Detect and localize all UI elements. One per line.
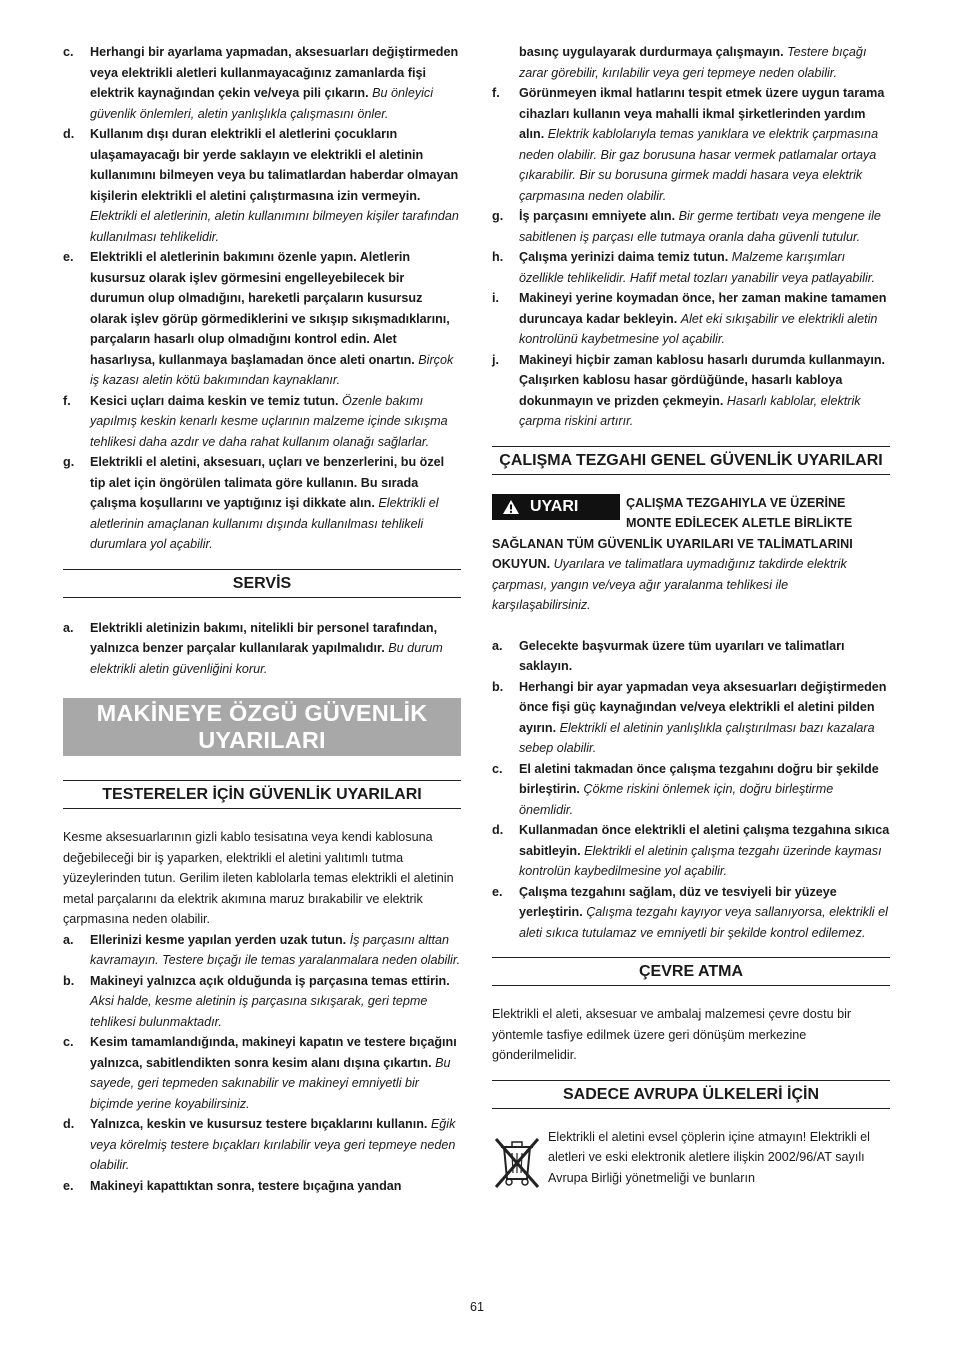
list-item <box>63 391 461 453</box>
saw-safety-list-continued <box>492 42 890 432</box>
list-item-text <box>519 677 890 759</box>
list-item-italic-text: Aksi halde, kesme aletinin iş parçasına sıkışarak, geri tepme tehlikesi bulunmaktadır. <box>90 994 428 1029</box>
list-item-letter: d. <box>63 127 75 141</box>
list-item-letter: b. <box>63 973 75 988</box>
list-item <box>492 42 890 83</box>
list-item-letter: g. <box>63 455 75 469</box>
list-item-text <box>90 930 461 971</box>
list-item <box>492 350 890 432</box>
list-item-letter: a. <box>63 620 74 635</box>
list-item-text <box>519 820 890 882</box>
environment-text: Elektrikli el aleti, aksesuar ve ambalaj malzemesi çevre dostu bir yöntemle tasfiye edilmek üzere geri dönüşüm merkezine gönderilmelidir. <box>492 1007 852 1062</box>
warning-label: UYARI <box>530 497 579 515</box>
list-item-letter: d. <box>492 823 504 837</box>
list-item-italic-text: Elektrik kablolarıyla temas yanıklara ve elektrik çarpmasına neden olabilir. Bir gaz borusuna hasar vermek patlamalar ortaya çıkarabilir. Bir su borusuna girmek maddi hasara veya elektrik çarpmasına neden olabilir. <box>519 127 879 203</box>
saw-safety-list <box>63 930 461 1197</box>
list-item <box>492 206 890 247</box>
list-item <box>63 1176 461 1197</box>
list-item-text <box>519 636 890 677</box>
list-item-bold-text: Makineyi hiçbir zaman kablosu hasarlı durumda kullanmayın. Çalışırken kablosu hasar gördüğünde, hasarlı kabloya dokunmayın ve prizden çekmeyin. <box>519 352 886 408</box>
list-item-text <box>519 759 890 821</box>
list-item-text <box>90 618 461 680</box>
list-item-letter: c. <box>63 1035 74 1049</box>
list-item <box>492 83 890 206</box>
section-heading-saw: TESTERELER İÇİN GÜVENLİK UYARILARI <box>63 780 461 809</box>
list-item-italic-text: Eğik veya körelmiş testere bıçakları kırılabilir veya geri tepmeye neden olabilir. <box>90 1117 456 1172</box>
list-item-letter: f. <box>63 393 71 408</box>
list-item-letter: f. <box>492 86 500 100</box>
list-item <box>492 288 890 350</box>
list-item-italic-text: Elektrikli el aletinin çalışma tezgahı üzerinde kayması kontrolün kaybedilmesine yol açabilir. <box>519 843 882 878</box>
warning-bold-text: ÇALIŞMA TEZGAHIYLA VE ÜZERİNE MONTE EDİLECEK ALETLE BİRLİKTE SAĞLANAN TÜM GÜVENLİK UYARILARI VE TALİMATLARINI OKUYUN. <box>492 495 853 571</box>
list-item-bold-text: Gelecekte başvurmak üzere tüm uyarıları ve talimatları saklayın. <box>519 638 845 673</box>
page-number: 61 <box>469 1300 484 1314</box>
list-item <box>63 1114 461 1176</box>
list-item-italic-text: Bu durum elektrikli aletin güvenliğini korur. <box>90 641 443 676</box>
list-item-italic-text: Özenle bakımı yapılmış keskin kenarlı kesme uçlarının malzeme içinde sıkışma tehlikesi daha azdır ve daha rahat kullanım olanağı sağlarlar. <box>90 393 448 449</box>
list-item-italic-text: Birçok iş kazası aletin kötü bakımından kaynaklanır. <box>90 352 454 387</box>
list-item-letter: i. <box>492 291 499 305</box>
warning-block <box>492 493 890 616</box>
list-item-letter: g. <box>492 209 504 223</box>
bench-safety-list <box>492 636 890 944</box>
list-item <box>63 1032 461 1114</box>
list-item-italic-text: Çökme riskini önlemek için, doğru birleştirme önemlidir. <box>519 782 834 817</box>
list-item-bold-text: Elektrikli aletinizin bakımı, nitelikli bir personel tarafından, yalnızca benzer parçalar kullanılarak yapılmalıdır. <box>90 620 438 655</box>
list-item-italic-text: Malzeme karışımları özellikle tehlikelidir. Hafif metal tozları yanabilir veya patlayabilir. <box>519 250 876 285</box>
saw-intro: Kesme aksesuarlarının gizli kablo tesisatına veya kendi kablosuna değebileceği bir iş yaparken, elektrikli el aletini yalıtımlı tutma yüzeylerinden tutun. Gerilim ileten kablolarla temas elektrikli el aletinin metal parçalarını da elektrik akımına maruz bırakabilir ve elektrik çarpmasına neden olabilir. <box>63 830 454 926</box>
list-item-text <box>90 452 461 555</box>
list-item-italic-text: Bu sayede, geri tepmeden sakınabilir ve makineyi emniyetli bir biçimde yerine koyabilirsiniz. <box>90 1055 451 1111</box>
list-item <box>63 42 461 124</box>
general-safety-list-continued <box>63 42 461 555</box>
list-item-bold-text: Makineyi yerine koymadan önce, her zaman makine tamamen duruncaya kadar bekleyin. <box>519 291 887 326</box>
list-item-bold-text: Kesim tamamlandığında, makineyi kapatın ve testere bıçağını yalnızca, sabitlendikten sonra kesim alanı dışına çıkartın. <box>90 1035 457 1070</box>
list-item <box>492 882 890 944</box>
list-item-text <box>519 42 890 83</box>
list-item-italic-text: Bir germe tertibatı veya mengene ile sabitlenen iş parçası elle tutmaya oranla daha güvenli tutulur. <box>519 209 881 244</box>
list-item-text <box>90 42 461 124</box>
list-item-text <box>90 1114 461 1176</box>
list-item-bold-text: Herhangi bir ayarlama yapmadan, aksesuarları değiştirmeden veya elektrikli aletleri kullanmayacağınız zamanlarda fişi elektrik kaynağından çekin ve/veya pili çıkarın. <box>90 45 459 100</box>
list-item <box>63 124 461 247</box>
list-item-bold-text: Yalnızca, keskin ve kusursuz testere bıçaklarını kullanın. <box>90 1117 428 1131</box>
list-item-text <box>519 247 890 288</box>
list-item-italic-text: Elektrikli el aletlerinin amaçlanan kullanımı dışında kullanılması tehlikeli durumlara yol açabilir. <box>90 496 439 551</box>
list-item-letter: c. <box>63 45 74 59</box>
list-item-bold-text: Kesici uçları daima keskin ve temiz tutun. <box>90 393 339 408</box>
warning-triangle-icon <box>502 499 520 515</box>
list-item-text <box>90 971 461 1033</box>
list-item-letter: b. <box>492 679 504 694</box>
eu-text: Elektrikli el aletini evsel çöplerin içine atmayın! Elektrikli el aletleri ve eski elektronik aletlere ilişkin 2002/96/AT sayılı Avrupa Birliği yönetmeliği ve bunların <box>548 1129 870 1185</box>
list-item-bold-text: Ellerinizi kesme yapılan yerden uzak tutun. <box>90 932 347 947</box>
list-item-letter: a. <box>63 932 74 947</box>
section-heading-eu: SADECE AVRUPA ÜLKELERİ İÇİN <box>492 1080 890 1109</box>
list-item <box>63 930 461 971</box>
list-item-bold-text: Makineyi kapattıktan sonra, testere bıçağına yandan <box>90 1178 402 1193</box>
list-item-bold-text: Çalışma tezgahını sağlam, düz ve tesviyeli bir yüzeye yerleştirin. <box>519 884 837 919</box>
section-heading-environment: ÇEVRE ATMA <box>492 957 890 986</box>
list-item <box>492 820 890 882</box>
list-item-letter <box>492 42 519 83</box>
list-item <box>63 618 461 680</box>
list-item-letter: j. <box>492 352 499 367</box>
list-item-bold-text: Elektrikli el aletlerinin bakımını özenle yapın. Aletlerin kusursuz olarak işlev görmesini engelleyebilecek bir durumun olup olmadığını, hareketli parçaların kusursuz olarak işlev görüp görmediklerini ve sıkışıp sıkışmadıklarını, parçaların hasarlı olup olmadığını kontrol edin. Alet hasarlıysa, kullanmaya başlamadan önce aleti onartın. <box>90 250 450 367</box>
list-item <box>492 677 890 759</box>
chapter-banner: MAKİNEYE ÖZGÜ GÜVENLİK UYARILARI <box>63 698 461 756</box>
list-item <box>492 636 890 677</box>
list-item-letter: d. <box>63 1117 75 1131</box>
list-item-italic-text: Hasarlı kablolar, elektrik çarpma riskini artırır. <box>519 393 861 428</box>
list-item-italic-text: Elektrikli el aletinin yanlışlıkla çalıştırılması bazı kazalara sebep olabilir. <box>519 720 875 755</box>
list-item-bold-text: Makineyi yalnızca açık olduğunda iş parçasına temas ettirin. <box>90 973 450 988</box>
warning-badge <box>492 494 620 520</box>
list-item-italic-text: Elektrikli el aletlerinin, aletin kullanımını bilmeyen kişiler tarafından kullanılması tehlikelidir. <box>90 209 459 244</box>
list-item <box>492 759 890 821</box>
list-item-bold-text: Kullanım dışı duran elektrikli el aletlerini çocukların ulaşamayacağı bir yerde saklayın ve elektrikli el aletinin kullanımını bilmeyen veya bu talimatlardan haberdar olmayan kişilerin elektrikli el aletini çalıştırmasına izin vermeyin. <box>90 127 459 203</box>
list-item-italic-text: İş parçasını alttan kavramayın. Testere bıçağı ile temas yaralanmalara neden olabilir. <box>90 932 461 967</box>
weee-block <box>492 1127 890 1196</box>
list-item-italic-text: Testere bıçağı zarar görebilir, kırılabilir veya geri tepmeye neden olabilir. <box>519 45 867 80</box>
list-item-letter: e. <box>492 884 503 899</box>
section-heading-bench: ÇALIŞMA TEZGAHI GENEL GÜVENLİK UYARILARI <box>492 446 890 475</box>
list-item-letter: c. <box>492 761 503 776</box>
list-item-italic-text: Alet eki sıkışabilir ve elektrikli aletin kontrolünü kaybetmesine yol açabilir. <box>519 311 878 346</box>
list-item-bold-text: El aletini takmadan önce çalışma tezgahını doğru bir şekilde birleştirin. <box>519 761 879 796</box>
list-item-text <box>519 288 890 350</box>
list-item <box>63 452 461 555</box>
list-item <box>63 247 461 391</box>
list-item <box>63 971 461 1033</box>
list-item-text <box>90 391 461 453</box>
warning-italic-text: Uyarılara ve talimatlara uymadığınız takdirde elektrik çarpması, yangın ve/veya ağır yaralanma tehlikesi ile karşılaşabilirsiniz. <box>492 557 847 612</box>
list-item-text <box>519 83 890 206</box>
list-item-text <box>519 206 890 247</box>
list-item-bold-text: İş parçasını emniyete alın. <box>519 209 676 223</box>
list-item-bold-text: Çalışma yerinizi daima temiz tutun. <box>519 250 729 264</box>
list-item-letter: e. <box>63 1178 74 1193</box>
section-heading-servis: SERVİS <box>63 569 461 598</box>
left-column <box>63 42 461 1196</box>
right-column <box>492 42 890 1196</box>
list-item-text <box>90 124 461 247</box>
list-item-bold-text: Kullanmadan önce elektrikli el aletini çalışma tezgahına sıkıca sabitleyin. <box>519 823 890 858</box>
list-item-letter: e. <box>63 250 74 264</box>
list-item <box>492 247 890 288</box>
list-item-italic-text: Bu önleyici güvenlik önlemleri, aletin yanlışlıkla çalışmasını önler. <box>90 86 434 121</box>
list-item-text <box>90 1176 461 1197</box>
list-item-text <box>519 350 890 432</box>
list-item-bold-text: Herhangi bir ayar yapmadan veya aksesuarları değiştirmeden önce fişi güç kaynağından ve/veya elektrikli el aletini pilden ayırın. <box>519 679 887 735</box>
list-item-text <box>519 882 890 944</box>
crossed-out-bin-icon <box>492 1127 548 1196</box>
list-item-bold-text: basınç uygulayarak durdurmaya çalışmayın. <box>519 45 784 59</box>
list-item-letter: h. <box>492 250 504 264</box>
list-item-bold-text: Elektrikli el aletini, aksesuarı, uçları ve benzerlerini, bu özel tip alet için öngörülen talimata göre kullanın. Bu sırada çalışma koşullarını ve yaptığınız işi dikkate alın. <box>90 455 445 510</box>
list-item-italic-text: Çalışma tezgahı kayıyor veya sallanıyorsa, elektrikli el aleti sıkıca tutulamaz ve emniyetli bir şekilde kontrol edilemez. <box>519 905 888 940</box>
servis-list <box>63 618 461 680</box>
list-item-letter: a. <box>492 638 503 653</box>
list-item-text <box>90 247 461 391</box>
list-item-bold-text: Görünmeyen ikmal hatlarını tespit etmek üzere uygun tarama cihazları kullanın veya mahalli ikmal şirketlerinden yardım alın. <box>519 86 885 141</box>
list-item-text <box>90 1032 461 1114</box>
